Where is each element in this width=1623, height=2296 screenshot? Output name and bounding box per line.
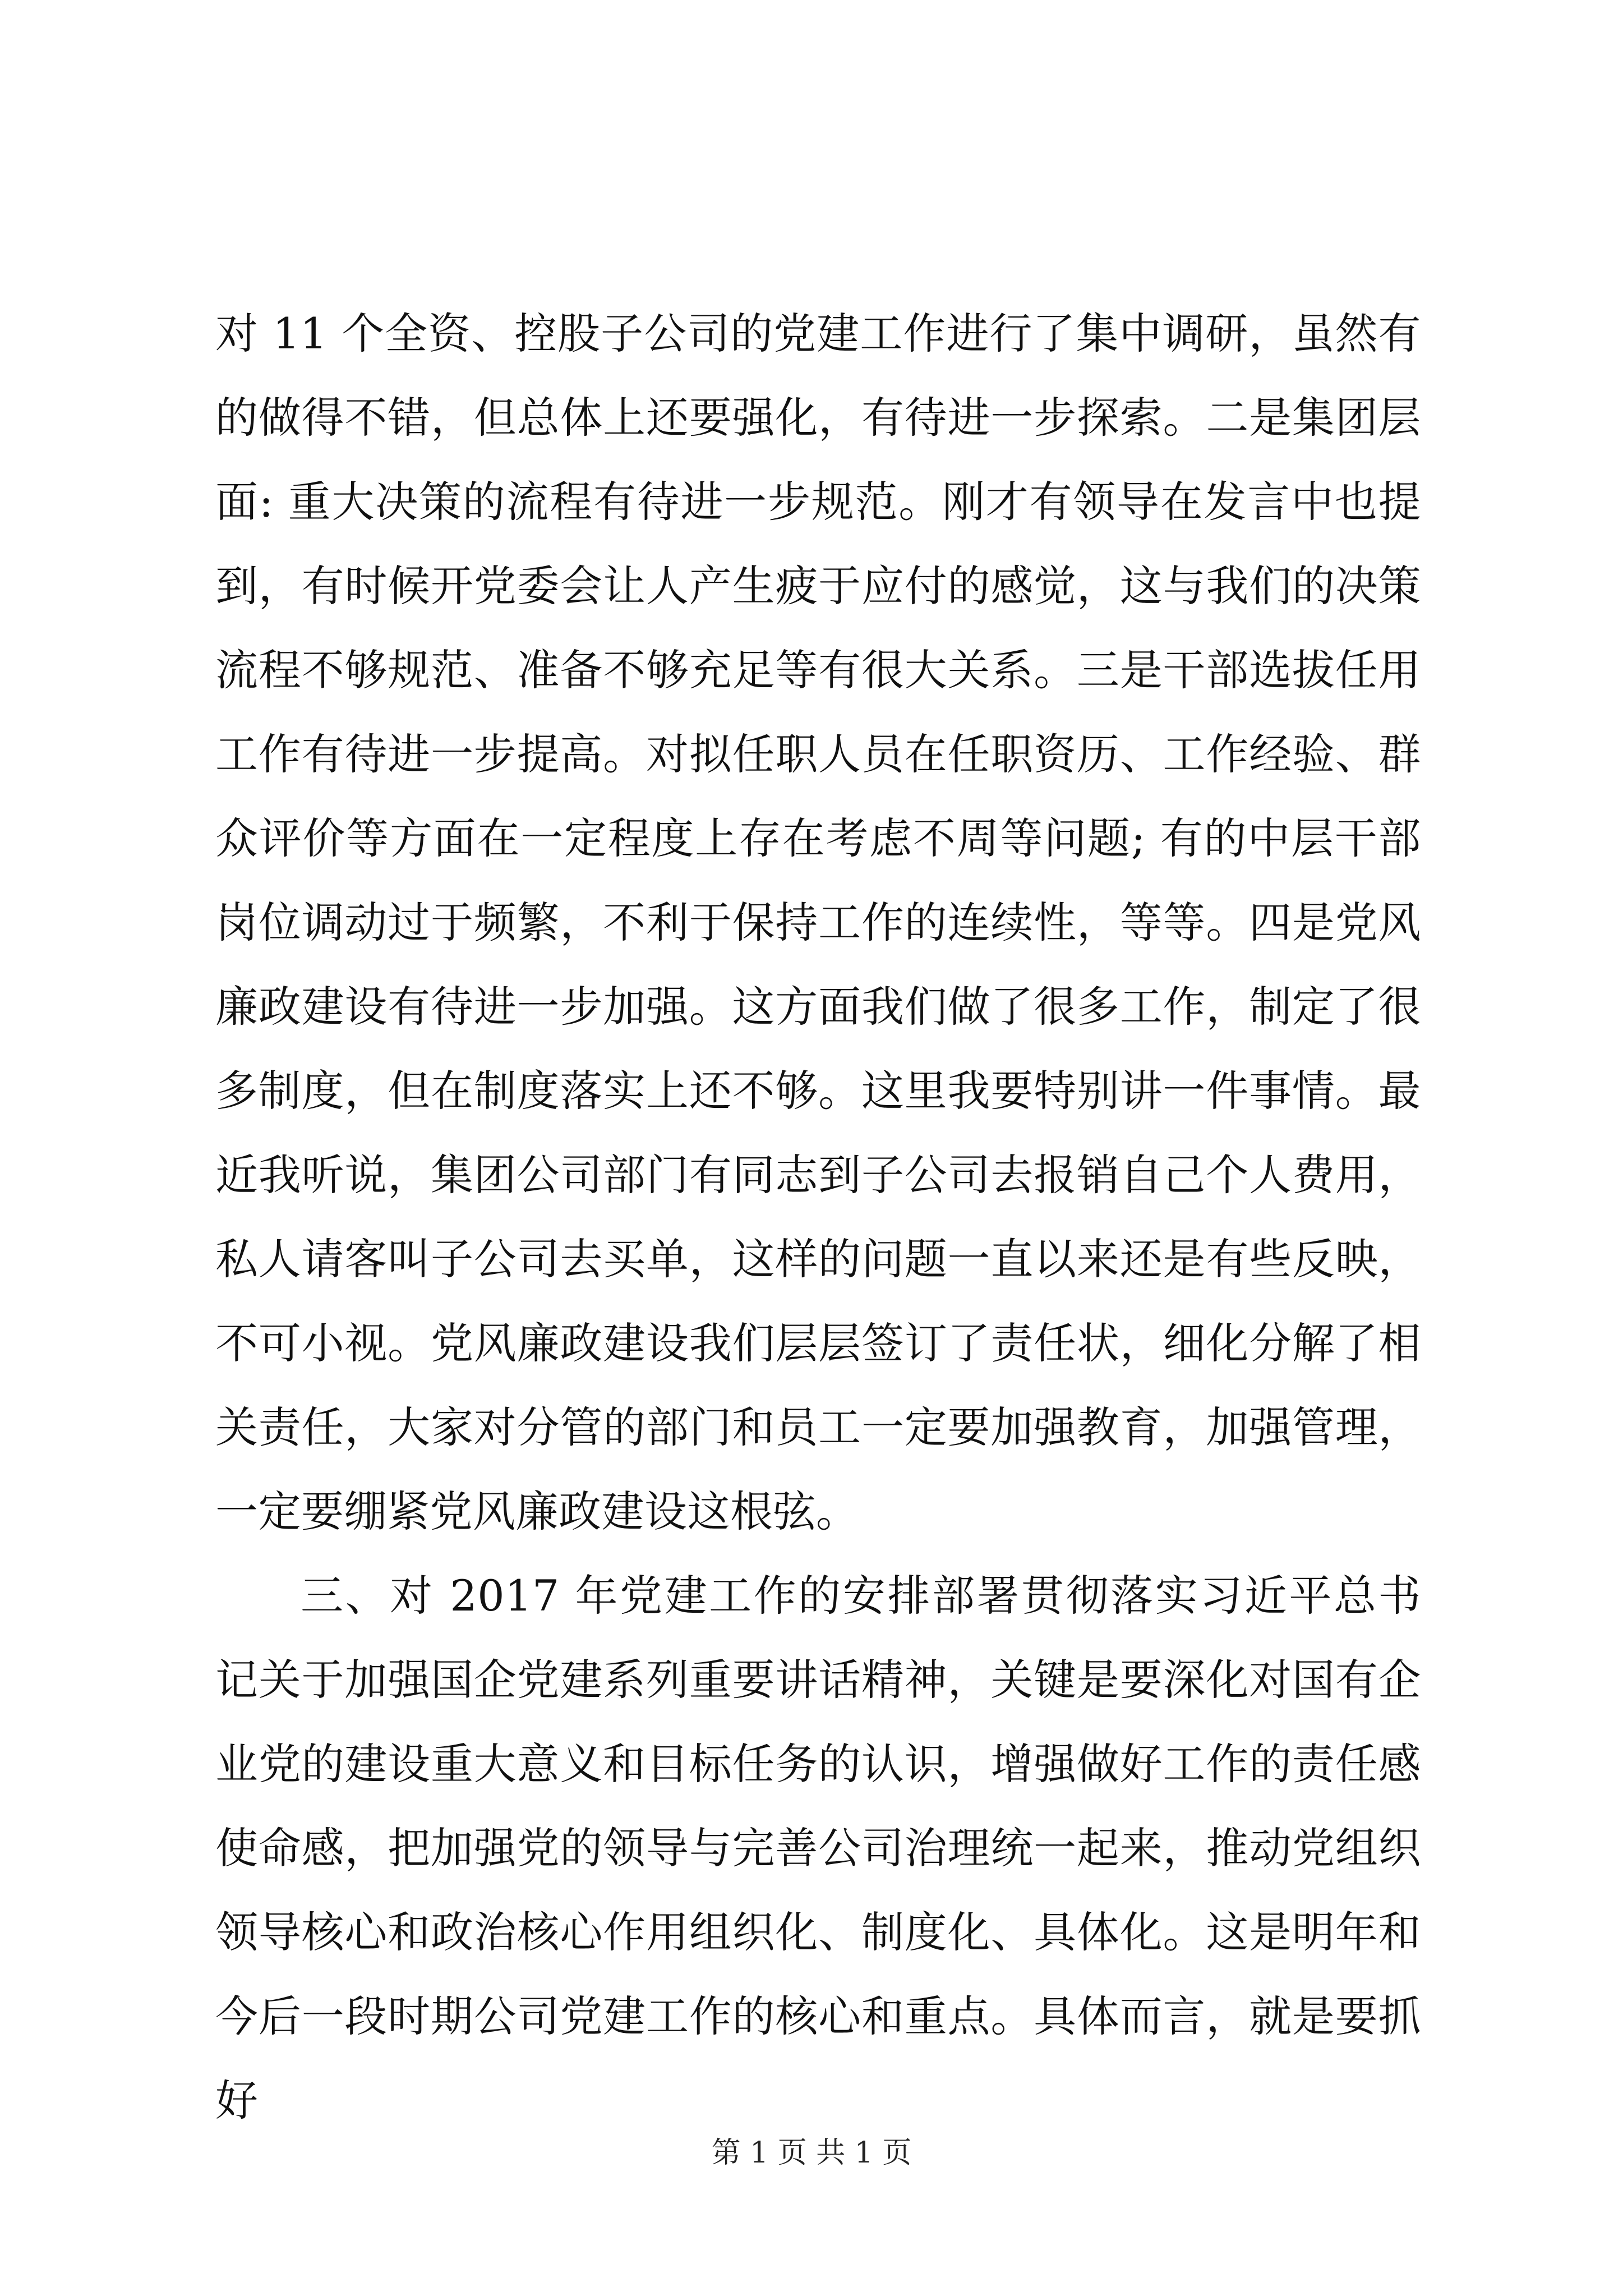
paragraph-2: 三、对 2017 年党建工作的安排部署贯彻落实习近平总书记关于加强国企党建系列重要讲话精神，关键是要深化对国有企业党的建设重大意义和目标任务的认识，增强做好工作的责任感使命感，把加强党的领导与完善公司治理统一起来，推动党组织领导核心和政治核心作用组织化、制度化、具体化。这是明年和今后一段时期公司党建工作的核心和重点。具体而言，就是要抓好: [215, 1571, 1421, 2125]
paragraph-1: 对 11 个全资、控股子公司的党建工作进行了集中调研，虽然有的做得不错，但总体上还要强化，有待进一步探索。二是集团层面: 重大决策的流程有待进一步规范。刚才有领导在发言中也提到，有时候开党委会让人产生疲于应付的感觉，这与我们的决策流程不够规范、准备不够充足等有很大关系。三是干部选拔任用工作有待进一步提高。对拟任职人员在任职资历、工作经验、群众评价等方面在一定程度上存在考虑不周等问题; 有的中层干部岗位调动过于频繁，不利于保持工作的连续性，等等。四是党风廉政建设有待进一步加强。这方面我们做了很多工作，制定了很多制度，但在制度落实上还不够。这里我要特别讲一件事情。最近我听说，集团公司部门有同志到子公司去报销自己个人费用，私人请客叫子公司去买单，这样的问题一直以来还是有些反映，不可小视。党风廉政建设我们层层签订了责任状，细化分解了相关责任，大家对分管的部门和员工一定要加强教育，加强管理，一定要绷紧党风廉政建设这根弦。: [215, 309, 1421, 1536]
body-text: [215, 292, 1421, 2143]
page-footer: 第 1 页 共 1 页: [711, 2136, 912, 2170]
